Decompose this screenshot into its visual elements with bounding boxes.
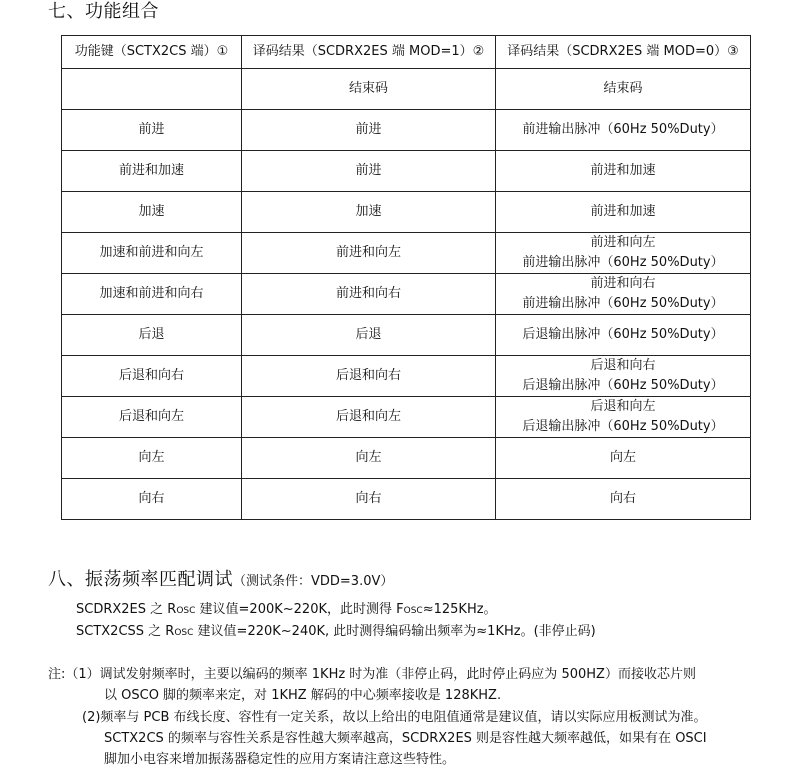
table-row: [62, 151, 751, 192]
decode-mod0-line: 后退输出脉冲（60Hz 50%Duty）: [522, 378, 724, 393]
function-key-cell: 加速和前进和向左: [62, 233, 242, 274]
tx-osc-line: [76, 622, 596, 643]
decode-mod1-cell: 前进: [242, 151, 496, 192]
function-key-cell: 向左: [62, 438, 242, 479]
decode-mod0-line: 后退和向左: [590, 399, 656, 414]
decode-mod0-line: 前进输出脉冲（60Hz 50%Duty）: [522, 296, 724, 311]
function-key-cell: 后退和向左: [62, 397, 242, 438]
tx-osc-text-a: SCTX2CSS 之 R: [76, 624, 175, 639]
note-2-line-2: SCTX2CS 的频率与容性关系是容性越大频率越高，SCDRX2ES 则是容性越大频率越低，如果有在 OSCI: [104, 731, 707, 746]
decode-mod1-cell: 后退: [242, 315, 496, 356]
rx-osc-text-b: 建议值=200K~220K，此时测得 F: [195, 602, 404, 617]
note-1-line-2: 以 OSCO 脚的频率来定，对 1KHZ 解码的中心频率接收是 128KHZ.: [104, 688, 502, 703]
rx-osc-text-c: ≈125KHz。: [422, 602, 497, 617]
tx-osc-sub1: OSC: [174, 628, 194, 638]
section-7-title: 七、功能组合: [48, 1, 159, 22]
decode-mod1-cell: 前进和向右: [242, 274, 496, 315]
table-row: [62, 274, 751, 315]
table-row: [62, 192, 751, 233]
rx-osc-line: [76, 600, 497, 621]
table-row: [62, 315, 751, 356]
decode-mod1-cell: 前进和向左: [242, 233, 496, 274]
function-key-cell: 后退和向右: [62, 356, 242, 397]
decode-mod1-cell: 结束码: [242, 69, 496, 110]
decode-mod0-cell: [496, 151, 751, 192]
table-row: [62, 479, 751, 520]
decode-mod1-cell: 后退和向右: [242, 356, 496, 397]
decode-mod0-cell: [496, 233, 751, 274]
header-function-key: 功能键（SCTX2CS 端）①: [62, 36, 242, 69]
decode-mod0-cell: [496, 479, 751, 520]
table-row: [62, 233, 751, 274]
section-8-heading: 八、振荡频率匹配调试: [48, 569, 233, 590]
note-2-line-1: (2)频率与 PCB 布线长度、容性有一定关系，故以上给出的电阻值通常是建议值，请以实际应用板测试为准。: [82, 710, 707, 725]
function-key-cell: 加速和前进和向右: [62, 274, 242, 315]
function-key-cell: [62, 69, 242, 110]
function-key-cell: 前进: [62, 110, 242, 151]
decode-mod0-cell: [496, 69, 751, 110]
rx-osc-sub2: OSC: [403, 606, 423, 616]
table-row: [62, 397, 751, 438]
decode-mod0-line: 后退和向右: [590, 358, 656, 373]
table-row: [62, 438, 751, 479]
rx-osc-sub1: OSC: [176, 606, 196, 616]
rx-osc-text-a: SCDRX2ES 之 R: [76, 602, 177, 617]
decode-mod0-line: 前进和向左: [590, 235, 656, 250]
section-8-title: [48, 567, 393, 595]
table-row: [62, 69, 751, 110]
header-decode-mod0: 译码结果（SCDRX2ES 端 MOD=0）③: [496, 36, 751, 69]
decode-mod0-line: 结束码: [603, 81, 643, 96]
note-1-line-1: 注:（1）调试发射频率时，主要以编码的频率 1KHz 时为准（非停止码，此时停止码应为 500HZ）而接收芯片则: [48, 667, 696, 682]
decode-mod0-line: 前进和向右: [590, 276, 656, 291]
decode-mod0-cell: [496, 274, 751, 315]
decode-mod1-cell: 前进: [242, 110, 496, 151]
decode-mod0-line: 前进输出脉冲（60Hz 50%Duty）: [522, 255, 724, 270]
function-key-cell: 前进和加速: [62, 151, 242, 192]
function-key-cell: 后退: [62, 315, 242, 356]
table-row: [62, 110, 751, 151]
decode-mod0-line: 前进和加速: [590, 204, 656, 219]
function-key-cell: 加速: [62, 192, 242, 233]
decode-mod0-cell: [496, 438, 751, 479]
table-header-row: [62, 36, 751, 69]
test-condition: （测试条件：VDD=3.0V）: [233, 574, 394, 589]
decode-mod0-line: 前进和加速: [590, 163, 656, 178]
decode-mod0-line: 前进输出脉冲（60Hz 50%Duty）: [522, 122, 724, 137]
decode-mod1-cell: 向左: [242, 438, 496, 479]
decode-mod0-line: 后退输出脉冲（60Hz 50%Duty）: [522, 419, 724, 434]
decode-mod0-line: 向右: [609, 491, 636, 506]
note-2-line-3: 脚加小电容来增加振荡器稳定性的应用方案请注意这些特性。: [104, 752, 456, 767]
function-table: [61, 35, 751, 520]
decode-mod0-cell: [496, 110, 751, 151]
decode-mod0-line: 后退输出脉冲（60Hz 50%Duty）: [522, 327, 724, 342]
header-decode-mod1: 译码结果（SCDRX2ES 端 MOD=1）②: [242, 36, 496, 69]
decode-mod0-cell: [496, 192, 751, 233]
decode-mod1-cell: 后退和向左: [242, 397, 496, 438]
decode-mod0-cell: [496, 315, 751, 356]
function-key-cell: 向右: [62, 479, 242, 520]
decode-mod1-cell: 向右: [242, 479, 496, 520]
table-row: [62, 356, 751, 397]
tx-osc-text-b: 建议值=220K~240K, 此时测得编码输出频率为≈1KHz。(非停止码): [193, 624, 596, 639]
decode-mod0-line: 向左: [609, 450, 636, 465]
decode-mod1-cell: 加速: [242, 192, 496, 233]
decode-mod0-cell: [496, 356, 751, 397]
decode-mod0-cell: [496, 397, 751, 438]
